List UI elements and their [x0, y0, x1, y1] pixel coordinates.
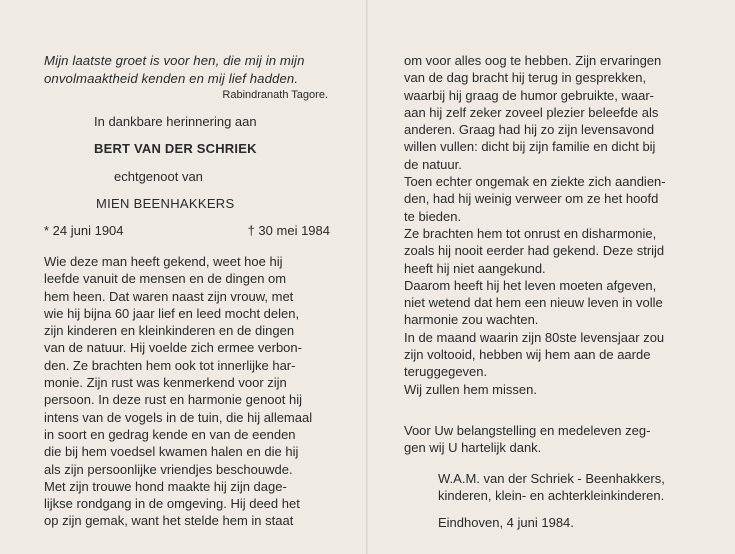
text-line: monie. Zijn rust was kenmerkend voor zijn — [44, 375, 287, 391]
text-line: Wie deze man heeft gekend, weet hoe hij — [44, 254, 283, 269]
text-line: teruggegeven. — [404, 364, 488, 380]
text-line: die bij hem voedsel kwamen halen en die hij — [44, 444, 299, 460]
text-line: harmonie zou wachten. — [404, 312, 539, 328]
text-line: den. Ze brachten hem ook tot innerlijke har- — [44, 357, 296, 373]
text-line: van de dag bracht hij terug in gesprekken, — [404, 70, 647, 86]
text-line: waarbij hij graag de humor gebruikte, waar- — [404, 87, 655, 103]
text-line: leefde vanuit de mensen en de dingen om — [44, 271, 287, 287]
spouse-relation: echtgenoot van — [114, 169, 203, 184]
text-line: wie hij bijna 60 jaar lief en leed mocht delen, — [44, 305, 300, 321]
opening-quote — [44, 52, 334, 88]
text-line: om voor alles oog te hebben. Zijn ervaringen — [404, 53, 662, 68]
thanks-text — [404, 422, 694, 457]
quote-line: onvolmaaktheid kenden en mij lief hadden. — [44, 71, 299, 86]
text-line: intens van de vogels in de tuin, die hij allemaal — [44, 409, 313, 425]
intro-text: In dankbare herinnering aan — [94, 114, 257, 129]
text-line: aan hij zelf zeker zoveel plezier beleefde als — [404, 104, 659, 120]
spouse-name: MIEN BEENHAKKERS — [96, 196, 235, 211]
birth-date: * 24 juni 1904 — [44, 223, 124, 238]
card-fold — [366, 0, 368, 554]
quote-author: Rabindranath Tagore. — [222, 89, 328, 101]
text-line: hem heen. Dat waren naast zijn vrouw, met — [44, 288, 294, 304]
text-line: lijkse rondgang in de omgeving. Hij deed het — [44, 496, 300, 512]
place-and-date: Eindhoven, 4 juni 1984. — [438, 515, 574, 531]
text-line: Toen echter ongemak en ziekte zich aandien- — [404, 174, 666, 190]
life-dates — [44, 223, 334, 238]
text-line: op zijn gemak, want het stelde hem in staat — [44, 513, 294, 529]
text-line: niet wetend dat hem een nieuw leven in volle — [404, 295, 663, 311]
left-page — [44, 52, 334, 530]
text-line: heeft hij niet aangekund. — [404, 260, 546, 276]
text-line: van de natuur. Hij voelde zich ermee verbon- — [44, 340, 302, 356]
text-line: willen vullen: dicht bij zijn familie en dicht bij — [404, 139, 656, 155]
text-line: Ze brachten hem tot onrust en disharmonie, — [404, 225, 657, 241]
left-body-text — [44, 253, 334, 530]
text-line: zijn kinderen en kleinkinderen en de dingen — [44, 323, 295, 339]
signature-line: W.A.M. van der Schriek - Beenhakkers, — [438, 470, 665, 486]
signature-line: kinderen, klein- en achterkleinkinderen. — [438, 487, 665, 503]
family-signature — [404, 470, 694, 505]
right-body-text — [404, 52, 694, 398]
text-line: de natuur. — [404, 156, 462, 172]
text-line: In de maand waarin zijn 80ste levensjaar zou — [404, 329, 665, 345]
text-line: Wij zullen hem missen. — [404, 381, 537, 397]
text-line: zijn voltooid, hebben wij hem aan de aarde — [404, 347, 651, 363]
text-line: Met zijn trouwe hond maakte hij zijn dage- — [44, 478, 287, 494]
text-line: gen wij U hartelijk dank. — [404, 440, 542, 456]
right-page — [404, 52, 694, 530]
text-line: den, had hij weinig verweer om ze het hoofd — [404, 191, 659, 207]
text-line: als zijn persoonlijke vriendjes beschouwde. — [44, 461, 293, 477]
deceased-name: BERT VAN DER SCHRIEK — [94, 141, 257, 156]
text-line: anderen. Graag had hij zo zijn levensavond — [404, 122, 655, 138]
text-line: persoon. In deze rust en harmonie genoot hij — [44, 392, 303, 408]
quote-line: Mijn laatste groet is voor hen, die mij in mijn — [44, 53, 305, 68]
text-line: in soort en gedrag kende en van de eenden — [44, 426, 296, 442]
text-line: zoals hij nooit eerder had gekend. Deze strijd — [404, 243, 665, 259]
text-line: Daarom heeft hij het leven moeten afgeven, — [404, 277, 657, 293]
text-line: Voor Uw belangstelling en medeleven zeg- — [404, 422, 651, 438]
text-line: te bieden. — [404, 208, 462, 224]
death-date: † 30 mei 1984 — [247, 223, 330, 238]
